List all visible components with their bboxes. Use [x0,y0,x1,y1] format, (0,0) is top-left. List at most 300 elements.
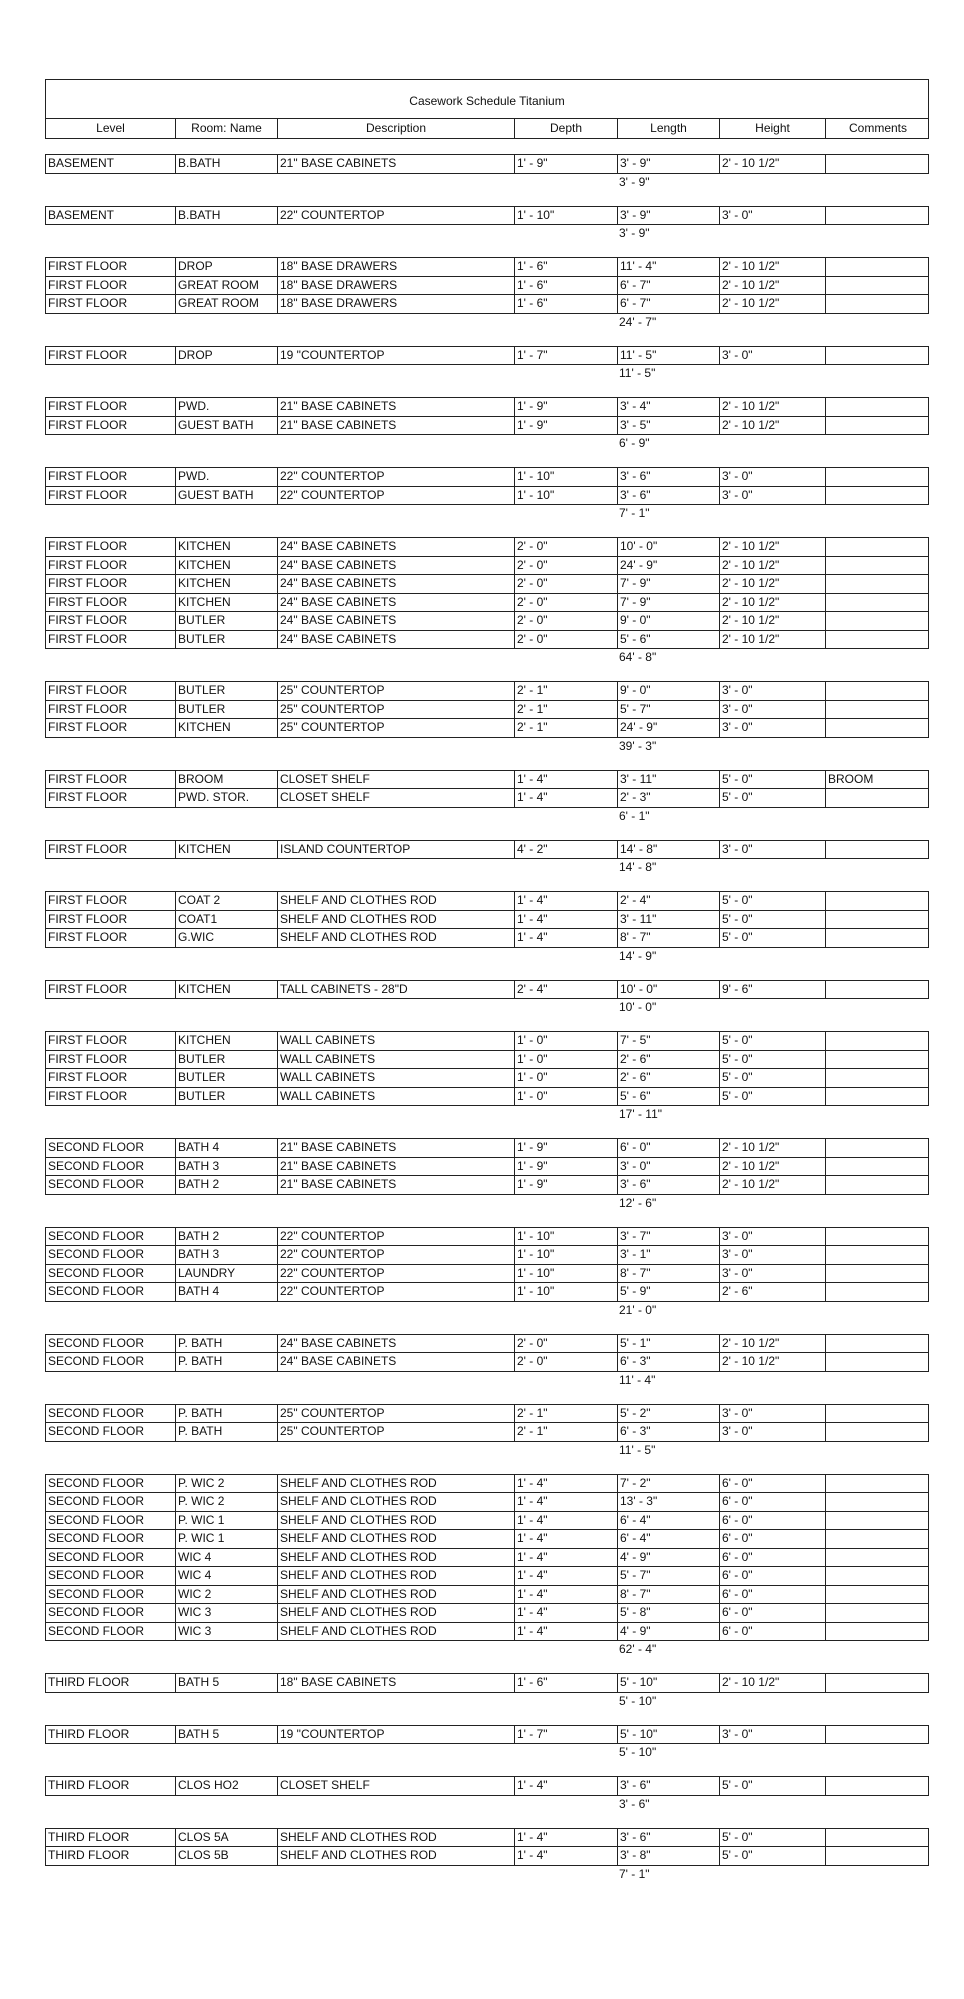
cell-depth: 2' - 1" [515,1405,618,1423]
cell-level: FIRST FLOOR [46,1032,176,1050]
cell-length: 3' - 7" [618,1228,720,1246]
cell-depth: 1' - 4" [515,1604,618,1622]
cell-height: 2' - 10 1/2" [720,155,826,173]
cell-height: 5' - 0" [720,1069,826,1087]
total-spacer [719,365,825,383]
cell-height: 2' - 10 1/2" [720,398,826,416]
table-row [46,1777,928,1796]
cell-room-name: BATH 5 [176,1674,278,1692]
cell-room-name: B.BATH [176,207,278,225]
group-total-row [45,365,929,383]
table-row [46,1246,928,1265]
schedule-group [45,1673,929,1711]
cell-description: 24" BASE CABINETS [278,631,515,649]
cell-depth: 1' - 6" [515,1674,618,1692]
cell-height: 3' - 0" [720,701,826,719]
cell-comments [826,682,930,700]
cell-length: 3' - 0" [618,1158,720,1176]
cell-length: 3' - 6" [618,1777,720,1795]
cell-height: 3' - 0" [720,1423,826,1441]
table-row [46,612,928,631]
cell-description: SHELF AND CLOTHES ROD [278,911,515,929]
cell-level: THIRD FLOOR [46,1777,176,1795]
cell-level: FIRST FLOOR [46,1069,176,1087]
group-total-row [45,225,929,243]
total-spacer [825,505,929,523]
cell-level: THIRD FLOOR [46,1674,176,1692]
total-spacer [825,859,929,877]
cell-comments [826,1176,930,1194]
total-spacer [719,174,825,192]
cell-room-name: WIC 2 [176,1586,278,1604]
total-spacer [175,1866,277,1884]
cell-height: 2' - 10 1/2" [720,1353,826,1371]
total-spacer [719,948,825,966]
schedule-group [45,1776,929,1814]
total-spacer [45,174,175,192]
cell-description: ISLAND COUNTERTOP [278,841,515,859]
cell-room-name: BUTLER [176,631,278,649]
table-row [46,1567,928,1586]
cell-length: 5' - 10" [618,1674,720,1692]
table-row [46,1475,928,1494]
cell-room-name: P. BATH [176,1405,278,1423]
total-spacer [514,649,617,667]
cell-comments [826,631,930,649]
cell-depth: 2' - 4" [515,981,618,999]
length-total: 21' - 0" [619,1302,657,1317]
total-spacer [175,1195,277,1213]
total-spacer [514,1195,617,1213]
cell-level: FIRST FLOOR [46,841,176,859]
total-spacer [45,1866,175,1884]
cell-height: 2' - 10 1/2" [720,417,826,435]
cell-length: 6' - 3" [618,1353,720,1371]
cell-room-name: BATH 3 [176,1158,278,1176]
cell-height: 5' - 0" [720,771,826,789]
total-spacer [719,1106,825,1124]
total-spacer [719,1744,825,1762]
table-row [46,911,928,930]
cell-height: 2' - 10 1/2" [720,631,826,649]
cell-height: 9' - 6" [720,981,826,999]
cell-description: 22" COUNTERTOP [278,207,515,225]
cell-height: 3' - 0" [720,1246,826,1264]
schedule-group [45,537,929,667]
total-spacer [719,1866,825,1884]
cell-height: 3' - 0" [720,1405,826,1423]
cell-description: 21" BASE CABINETS [278,398,515,416]
group-total-row [45,1106,929,1124]
cell-room-name: COAT 2 [176,892,278,910]
cell-length: 7' - 9" [618,575,720,593]
group-rows [45,1031,929,1106]
cell-room-name: KITCHEN [176,538,278,556]
cell-level: FIRST FLOOR [46,347,176,365]
group-rows [45,980,929,1000]
total-spacer [825,225,929,243]
table-row [46,1139,928,1158]
cell-description: WALL CABINETS [278,1069,515,1087]
schedule-group [45,681,929,756]
cell-room-name: BATH 4 [176,1139,278,1157]
table-row [46,682,928,701]
cell-length: 3' - 9" [618,155,720,173]
total-spacer [45,1641,175,1659]
total-spacer [825,1442,929,1460]
cell-description: 22" COUNTERTOP [278,1265,515,1283]
total-spacer [277,1372,514,1390]
cell-comments [826,789,930,807]
group-total-row [45,1195,929,1213]
cell-height: 5' - 0" [720,929,826,947]
cell-description: 18" BASE DRAWERS [278,258,515,276]
total-spacer [277,1796,514,1814]
length-total: 11' - 4" [619,1372,656,1387]
group-rows [45,891,929,948]
total-spacer [277,948,514,966]
cell-depth: 1' - 4" [515,1530,618,1548]
length-total: 5' - 10" [619,1745,657,1759]
cell-level: FIRST FLOOR [46,929,176,947]
total-spacer [514,1866,617,1884]
total-spacer [175,365,277,383]
cell-comments [826,1674,930,1692]
cell-room-name: CLOS HO2 [176,1777,278,1795]
cell-length: 14' - 8" [618,841,720,859]
cell-length: 6' - 0" [618,1139,720,1157]
cell-depth: 1' - 10" [515,487,618,505]
table-row [46,417,928,436]
total-spacer [45,1106,175,1124]
cell-comments [826,1829,930,1847]
schedule-group [45,1474,929,1660]
total-spacer [825,1744,929,1762]
table-row [46,207,928,226]
total-spacer [719,1195,825,1213]
cell-level: SECOND FLOOR [46,1158,176,1176]
cell-level: FIRST FLOOR [46,682,176,700]
total-spacer [175,738,277,756]
schedule-group [45,346,929,384]
cell-length: 24' - 9" [618,719,720,737]
table-row [46,258,928,277]
cell-comments [826,892,930,910]
cell-room-name: P. WIC 1 [176,1530,278,1548]
total-spacer [825,1866,929,1884]
cell-level: SECOND FLOOR [46,1228,176,1246]
group-total-row [45,649,929,667]
total-spacer [45,738,175,756]
cell-description: 21" BASE CABINETS [278,417,515,435]
table-row [46,1604,928,1623]
cell-height: 6' - 0" [720,1586,826,1604]
cell-level: THIRD FLOOR [46,1829,176,1847]
cell-length: 5' - 7" [618,701,720,719]
total-spacer [514,808,617,826]
cell-depth: 1' - 0" [515,1051,618,1069]
cell-comments [826,612,930,630]
length-total: 12' - 6" [619,1195,657,1210]
length-total: 3' - 9" [619,174,650,189]
cell-height: 3' - 0" [720,1726,826,1744]
cell-comments [826,1335,930,1353]
cell-level: SECOND FLOOR [46,1512,176,1530]
total-spacer [514,174,617,192]
group-total-row [45,1796,929,1814]
cell-height: 6' - 0" [720,1549,826,1567]
cell-level: SECOND FLOOR [46,1139,176,1157]
total-spacer [45,365,175,383]
length-total: 14' - 8" [619,860,657,874]
schedule-group [45,840,929,878]
header-description: Description [278,119,515,138]
cell-description: 24" BASE CABINETS [278,594,515,612]
total-spacer [175,314,277,332]
table-row [46,1674,928,1693]
total-spacer [277,1195,514,1213]
cell-description: WALL CABINETS [278,1051,515,1069]
cell-room-name: BATH 5 [176,1726,278,1744]
schedule-group [45,1138,929,1213]
cell-length: 7' - 2" [618,1475,720,1493]
cell-room-name: PWD. STOR. [176,789,278,807]
cell-level: SECOND FLOOR [46,1475,176,1493]
total-spacer [175,859,277,877]
cell-room-name: KITCHEN [176,981,278,999]
total-spacer [514,999,617,1017]
length-total: 7' - 1" [619,1866,650,1881]
total-spacer [514,505,617,523]
cell-height: 3' - 0" [720,841,826,859]
cell-level: FIRST FLOOR [46,789,176,807]
cell-depth: 1' - 9" [515,417,618,435]
length-total: 11' - 5" [619,366,656,380]
cell-depth: 2' - 1" [515,682,618,700]
total-spacer [277,365,514,383]
cell-length: 8' - 7" [618,929,720,947]
cell-depth: 1' - 4" [515,929,618,947]
cell-depth: 1' - 6" [515,295,618,313]
cell-room-name: P. BATH [176,1335,278,1353]
cell-comments [826,417,930,435]
cell-comments [826,1139,930,1157]
cell-depth: 2' - 0" [515,1353,618,1371]
cell-height: 5' - 0" [720,1032,826,1050]
cell-height: 2' - 10 1/2" [720,295,826,313]
total-spacer [825,738,929,756]
cell-depth: 1' - 4" [515,911,618,929]
total-spacer [175,174,277,192]
cell-comments [826,1493,930,1511]
total-spacer [277,1106,514,1124]
cell-level: FIRST FLOOR [46,417,176,435]
group-rows [45,1776,929,1796]
total-spacer [175,1693,277,1711]
cell-description: 24" BASE CABINETS [278,538,515,556]
cell-comments [826,1530,930,1548]
cell-comments [826,911,930,929]
group-rows [45,257,929,314]
cell-room-name: BROOM [176,771,278,789]
cell-room-name: CLOS 5B [176,1847,278,1865]
cell-depth: 2' - 0" [515,1335,618,1353]
group-total-row [45,1693,929,1711]
schedule-group [45,980,929,1018]
cell-room-name: B.BATH [176,155,278,173]
cell-height: 3' - 0" [720,682,826,700]
table-row [46,1530,928,1549]
cell-description: 18" BASE DRAWERS [278,277,515,295]
cell-room-name: WIC 3 [176,1604,278,1622]
schedule-group [45,257,929,332]
total-spacer [45,948,175,966]
cell-length: 9' - 0" [618,682,720,700]
table-row [46,1158,928,1177]
cell-length: 3' - 8" [618,1847,720,1865]
table-row [46,701,928,720]
casework-schedule [45,79,929,1884]
cell-room-name: BATH 3 [176,1246,278,1264]
total-spacer [277,1641,514,1659]
cell-level: THIRD FLOOR [46,1847,176,1865]
cell-depth: 1' - 4" [515,789,618,807]
cell-length: 8' - 7" [618,1586,720,1604]
cell-description: 24" BASE CABINETS [278,1353,515,1371]
total-spacer [175,1302,277,1320]
cell-room-name: G.WIC [176,929,278,947]
table-row [46,1493,928,1512]
cell-comments [826,1032,930,1050]
cell-level: FIRST FLOOR [46,468,176,486]
cell-room-name: BUTLER [176,612,278,630]
group-total-row [45,505,929,523]
cell-depth: 1' - 4" [515,1623,618,1641]
group-rows [45,206,929,226]
table-row [46,347,928,366]
table-row [46,1847,928,1866]
cell-room-name: BUTLER [176,701,278,719]
cell-comments [826,277,930,295]
cell-length: 3' - 11" [618,771,720,789]
length-total: 62' - 4" [619,1642,657,1656]
cell-level: SECOND FLOOR [46,1586,176,1604]
cell-length: 3' - 6" [618,468,720,486]
cell-length: 3' - 4" [618,398,720,416]
table-row [46,1088,928,1107]
cell-comments [826,1475,930,1493]
cell-depth: 2' - 0" [515,538,618,556]
cell-height: 5' - 0" [720,911,826,929]
cell-level: FIRST FLOOR [46,612,176,630]
cell-room-name: GUEST BATH [176,487,278,505]
total-spacer [175,1641,277,1659]
cell-description: SHELF AND CLOTHES ROD [278,1493,515,1511]
table-row [46,981,928,1000]
table-row [46,841,928,860]
cell-room-name: BUTLER [176,1051,278,1069]
cell-description: WALL CABINETS [278,1088,515,1106]
total-spacer [825,1693,929,1711]
cell-comments [826,295,930,313]
cell-height: 3' - 0" [720,468,826,486]
cell-description: 24" BASE CABINETS [278,575,515,593]
total-spacer [825,174,929,192]
schedule-title: Casework Schedule Titanium [45,79,929,119]
cell-comments [826,1423,930,1441]
cell-length: 3' - 11" [618,911,720,929]
length-total: 3' - 9" [619,226,650,240]
cell-room-name: P. BATH [176,1423,278,1441]
total-spacer [514,1641,617,1659]
total-spacer [514,225,617,243]
schedule-group [45,1227,929,1320]
cell-comments [826,841,930,859]
cell-room-name: KITCHEN [176,719,278,737]
cell-level: FIRST FLOOR [46,1088,176,1106]
cell-height: 5' - 0" [720,1829,826,1847]
total-spacer [277,808,514,826]
cell-level: THIRD FLOOR [46,1726,176,1744]
cell-height: 2' - 10 1/2" [720,594,826,612]
total-spacer [825,1796,929,1814]
schedule-group [45,397,929,453]
table-row [46,487,928,506]
cell-length: 4' - 9" [618,1549,720,1567]
cell-length: 3' - 6" [618,1176,720,1194]
cell-height: 5' - 0" [720,1777,826,1795]
table-row [46,1726,928,1745]
total-spacer [719,225,825,243]
cell-depth: 1' - 4" [515,1829,618,1847]
cell-height: 2' - 6" [720,1283,826,1301]
total-spacer [277,505,514,523]
total-spacer [277,1302,514,1320]
total-spacer [277,225,514,243]
cell-description: SHELF AND CLOTHES ROD [278,929,515,947]
cell-level: SECOND FLOOR [46,1176,176,1194]
cell-level: FIRST FLOOR [46,258,176,276]
table-row [46,1265,928,1284]
cell-height: 6' - 0" [720,1512,826,1530]
total-spacer [277,1693,514,1711]
cell-height: 3' - 0" [720,1228,826,1246]
total-spacer [514,1796,617,1814]
cell-level: FIRST FLOOR [46,594,176,612]
total-spacer [45,1442,175,1460]
total-spacer [45,1302,175,1320]
total-spacer [719,505,825,523]
cell-depth: 1' - 4" [515,892,618,910]
cell-depth: 1' - 4" [515,1512,618,1530]
cell-comments [826,1777,930,1795]
header-length: Length [618,119,720,138]
cell-depth: 1' - 0" [515,1088,618,1106]
group-rows [45,1138,929,1195]
total-spacer [175,1796,277,1814]
cell-level: SECOND FLOOR [46,1283,176,1301]
group-rows [45,681,929,738]
cell-comments [826,1158,930,1176]
cell-height: 6' - 0" [720,1493,826,1511]
cell-description: 25" COUNTERTOP [278,701,515,719]
table-row [46,771,928,790]
cell-length: 11' - 4" [618,258,720,276]
cell-length: 8' - 7" [618,1265,720,1283]
cell-description: SHELF AND CLOTHES ROD [278,1567,515,1585]
total-spacer [277,435,514,453]
cell-comments [826,594,930,612]
